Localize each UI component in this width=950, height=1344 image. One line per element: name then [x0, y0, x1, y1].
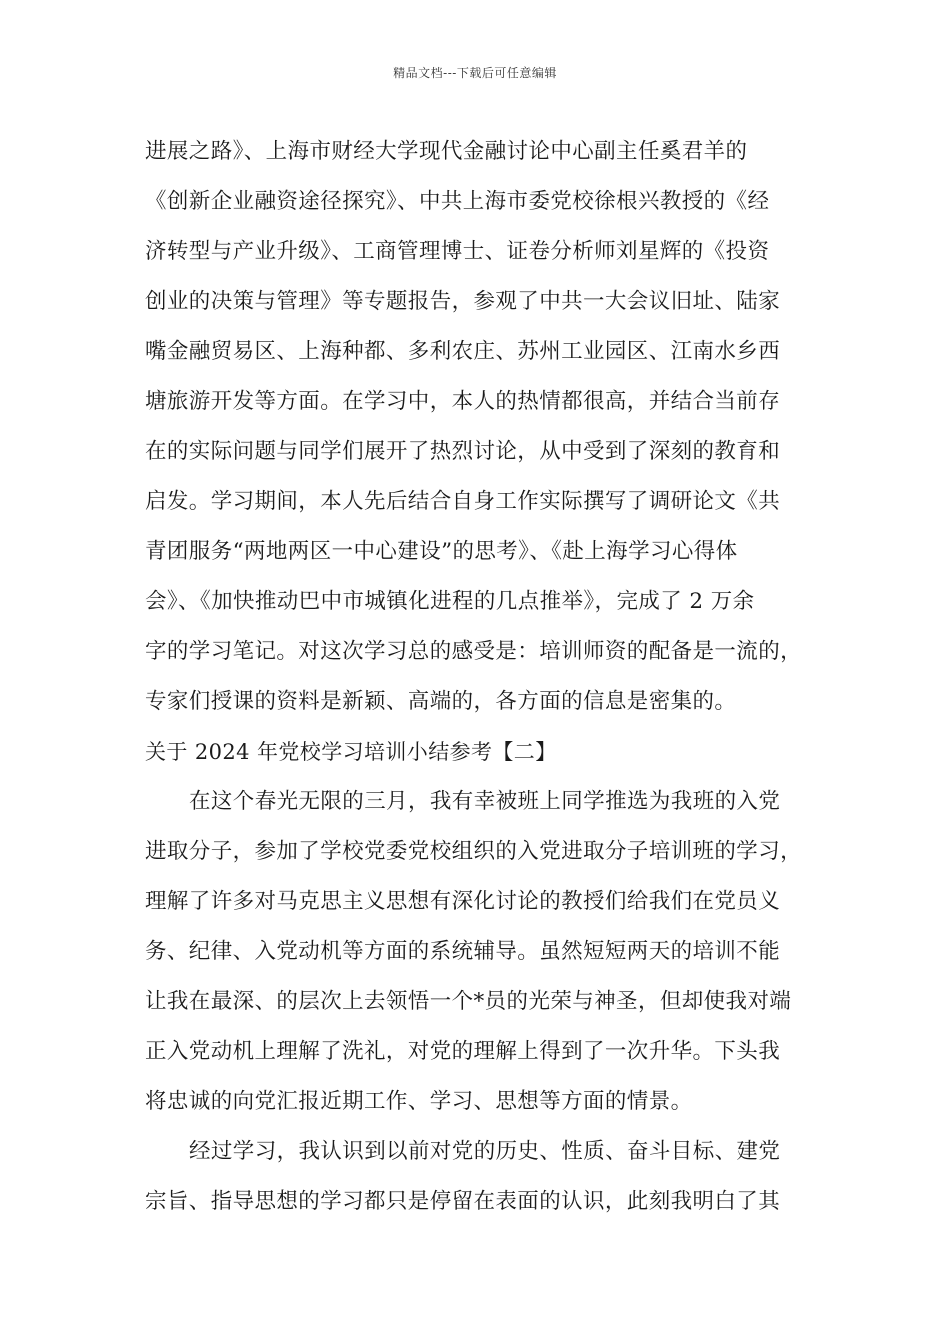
text-line: 《创新企业融资途径探究》、中共上海市委党校徐根兴教授的《经 — [145, 189, 770, 214]
document-body — [145, 130, 810, 1230]
section-heading: 关于 2024 年党校学习培训小结参考【二】 — [145, 740, 557, 764]
paragraph-1 — [145, 130, 810, 730]
paragraph-3 — [145, 1130, 810, 1230]
text-line: 正入党动机上理解了洗礼，对党的理解上得到了一次升华。下头我 — [145, 1039, 781, 1064]
text-line: 在这个春光无限的三月，我有幸被班上同学推选为我班的入党 — [189, 789, 781, 814]
text-line: 理解了许多对马克思主义思想有深化讨论的教授们给我们在党员义 — [145, 889, 781, 914]
text-line: 让我在最深、的层次上去领悟一个*员的光荣与神圣，但却使我对端 — [145, 989, 792, 1014]
text-line: 进取分子，参加了学校党委党校组织的入党进取分子培训班的学习， — [145, 839, 803, 864]
text-line: 创业的决策与管理》等专题报告，参观了中共一大会议旧址、陆家 — [145, 289, 781, 314]
text-line: 将忠诚的向党汇报近期工作、学习、思想等方面的情景。 — [145, 1089, 693, 1114]
text-line: 济转型与产业升级》、工商管理博士、证卷分析师刘星辉的《投资 — [145, 239, 770, 264]
text-line: 专家们授课的资料是新颖、高端的，各方面的信息是密集的。 — [145, 689, 737, 714]
text-line: 字的学习笔记。对这次学习总的感受是：培训师资的配备是一流的， — [145, 639, 803, 664]
text-line: 在的实际问题与同学们展开了热烈讨论，从中受到了深刻的教育和 — [145, 439, 781, 464]
text-line: 务、纪律、入党动机等方面的系统辅导。虽然短短两天的培训不能 — [145, 939, 781, 964]
text-line: 进展之路》、上海市财经大学现代金融讨论中心副主任奚君羊的 — [145, 139, 748, 164]
text-line: 启发。学习期间，本人先后结合自身工作实际撰写了调研论文《共 — [145, 489, 781, 514]
page-header: 精品文档---下载后可任意编辑 — [393, 66, 557, 80]
text-line: 青团服务“两地两区一中心建设”的思考》、《赴上海学习心得体 — [145, 539, 738, 564]
text-line: 会》、《加快推动巴中市城镇化进程的几点推举》，完成了 2 万余 — [145, 589, 755, 614]
text-line: 经过学习，我认识到以前对党的历史、性质、奋斗目标、建党 — [189, 1139, 781, 1164]
text-line: 嘴金融贸易区、上海种都、多利农庄、苏州工业园区、江南水乡西 — [145, 339, 781, 364]
text-line: 塘旅游开发等方面。在学习中，本人的热情都很高，并结合当前存 — [145, 389, 781, 414]
text-line: 宗旨、指导思想的学习都只是停留在表面的认识，此刻我明白了其 — [145, 1189, 781, 1214]
paragraph-2 — [145, 780, 810, 1130]
